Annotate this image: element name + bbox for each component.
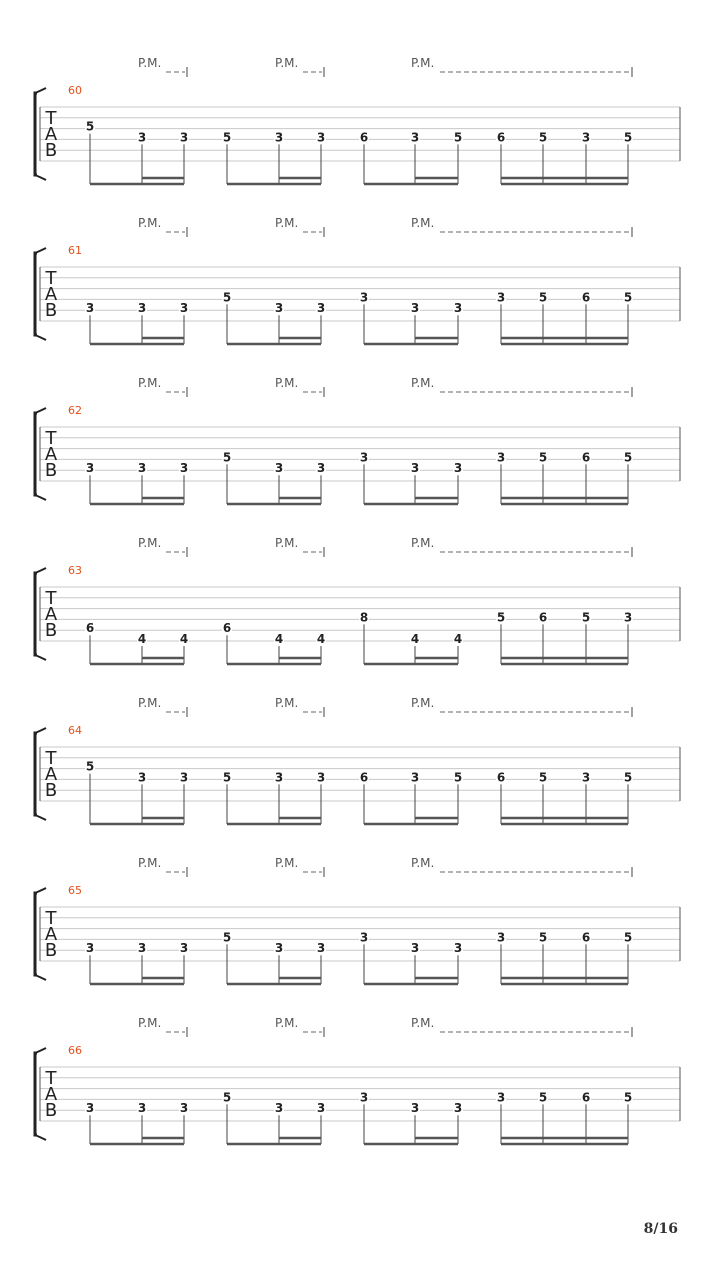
palm-mute-label: P.M. [411, 56, 435, 70]
bracket-top-hook [35, 88, 46, 93]
fret-number: 3 [85, 1101, 95, 1116]
palm-mute-label: P.M. [411, 376, 435, 390]
tab-clef-letter: B [44, 940, 58, 961]
fret-number: 3 [496, 290, 506, 305]
bracket-bottom-hook [35, 815, 46, 820]
tab-clef-letter: T [45, 108, 57, 129]
bracket-top-hook [35, 248, 46, 253]
fret-number: 4 [179, 632, 189, 646]
palm-mute-label: P.M. [138, 536, 162, 550]
fret-number: 3 [179, 770, 189, 785]
tab-clef-letter: A [44, 764, 58, 785]
palm-mute-label: P.M. [138, 216, 162, 230]
measure-number: 65 [68, 884, 82, 897]
fret-number: 6 [359, 130, 369, 145]
fret-number: 5 [581, 610, 591, 625]
tab-clef-letter: A [44, 604, 58, 625]
fret-number: 4 [316, 632, 326, 646]
fret-number: 5 [453, 130, 463, 145]
tab-system [35, 56, 680, 184]
fret-number: 4 [453, 632, 463, 646]
tab-system [35, 536, 680, 664]
fret-number: 6 [581, 450, 591, 465]
fret-number: 6 [496, 130, 506, 145]
fret-number: 6 [496, 770, 506, 785]
palm-mute-label: P.M. [275, 856, 299, 870]
fret-number: 5 [85, 119, 95, 134]
fret-number: 5 [85, 759, 95, 774]
tab-clef-letter: T [45, 1068, 57, 1089]
tab-clef-letter: B [44, 780, 58, 801]
fret-number: 5 [623, 770, 633, 785]
tab-clef-letter: T [45, 908, 57, 929]
fret-number: 3 [316, 130, 326, 145]
fret-number: 3 [137, 941, 147, 956]
fret-number: 6 [581, 290, 591, 305]
fret-number: 3 [410, 461, 420, 476]
fret-number: 3 [274, 130, 284, 145]
fret-number: 5 [623, 130, 633, 145]
fret-number: 5 [538, 930, 548, 945]
system-bracket [35, 413, 37, 495]
palm-mute-label: P.M. [138, 376, 162, 390]
fret-number: 3 [274, 941, 284, 956]
fret-number: 5 [623, 1090, 633, 1105]
bracket-top-hook [35, 888, 46, 893]
tab-clef-letter: A [44, 924, 58, 945]
fret-number: 6 [222, 621, 232, 636]
palm-mute-label: P.M. [411, 216, 435, 230]
tab-clef-letter: A [44, 1084, 58, 1105]
fret-number: 3 [85, 301, 95, 316]
palm-mute-label: P.M. [138, 1016, 162, 1030]
bracket-bottom-hook [35, 495, 46, 500]
fret-number: 3 [359, 930, 369, 945]
fret-number: 3 [179, 461, 189, 476]
fret-number: 5 [222, 770, 232, 785]
fret-number: 5 [538, 130, 548, 145]
fret-number: 3 [316, 461, 326, 476]
fret-number: 8 [359, 610, 369, 625]
fret-number: 3 [359, 450, 369, 465]
fret-number: 3 [410, 770, 420, 785]
fret-number: 5 [222, 450, 232, 465]
palm-mute-label: P.M. [411, 696, 435, 710]
fret-number: 6 [581, 1090, 591, 1105]
tab-clef-letter: B [44, 620, 58, 641]
page-number: 8/16 [643, 1221, 678, 1237]
fret-number: 3 [410, 301, 420, 316]
fret-number: 3 [359, 290, 369, 305]
bracket-top-hook [35, 408, 46, 413]
fret-number: 6 [359, 770, 369, 785]
system-bracket [35, 733, 37, 815]
palm-mute-label: P.M. [138, 856, 162, 870]
fret-number: 3 [623, 610, 633, 625]
tab-clef-letter: A [44, 124, 58, 145]
fret-number: 3 [274, 301, 284, 316]
measure-number: 62 [68, 404, 82, 417]
measure-number: 66 [68, 1044, 82, 1057]
tab-clef-letter: T [45, 588, 57, 609]
palm-mute-label: P.M. [275, 56, 299, 70]
fret-number: 5 [538, 450, 548, 465]
fret-number: 3 [179, 941, 189, 956]
fret-number: 3 [274, 461, 284, 476]
tab-clef-letter: T [45, 268, 57, 289]
palm-mute-label: P.M. [275, 536, 299, 550]
fret-number: 3 [274, 770, 284, 785]
bracket-bottom-hook [35, 175, 46, 180]
fret-number: 5 [496, 610, 506, 625]
fret-number: 3 [85, 461, 95, 476]
fret-number: 3 [453, 941, 463, 956]
palm-mute-label: P.M. [275, 1016, 299, 1030]
bracket-bottom-hook [35, 335, 46, 340]
bracket-top-hook [35, 728, 46, 733]
system-bracket [35, 1053, 37, 1135]
fret-number: 3 [137, 130, 147, 145]
fret-number: 3 [453, 461, 463, 476]
tab-clef-letter: A [44, 444, 58, 465]
bracket-top-hook [35, 1048, 46, 1053]
fret-number: 3 [496, 1090, 506, 1105]
tab-clef-letter: T [45, 428, 57, 449]
system-bracket [35, 573, 37, 655]
palm-mute-label: P.M. [138, 56, 162, 70]
measure-number: 61 [68, 244, 82, 257]
fret-number: 3 [316, 770, 326, 785]
tab-system [35, 376, 680, 504]
fret-number: 3 [137, 770, 147, 785]
tab-system [35, 216, 680, 344]
fret-number: 3 [137, 301, 147, 316]
palm-mute-label: P.M. [411, 856, 435, 870]
fret-number: 5 [623, 930, 633, 945]
tab-clef-letter: T [45, 748, 57, 769]
palm-mute-label: P.M. [275, 216, 299, 230]
tab-clef-letter: B [44, 460, 58, 481]
fret-number: 6 [85, 621, 95, 636]
palm-mute-label: P.M. [275, 376, 299, 390]
fret-number: 4 [410, 632, 420, 646]
tab-system [35, 856, 680, 984]
fret-number: 3 [359, 1090, 369, 1105]
fret-number: 3 [581, 130, 591, 145]
palm-mute-label: P.M. [138, 696, 162, 710]
fret-number: 4 [274, 632, 284, 646]
palm-mute-label: P.M. [411, 1016, 435, 1030]
fret-number: 3 [496, 930, 506, 945]
fret-number: 3 [179, 301, 189, 316]
fret-number: 5 [538, 1090, 548, 1105]
fret-number: 5 [538, 290, 548, 305]
fret-number: 5 [222, 1090, 232, 1105]
fret-number: 3 [316, 301, 326, 316]
fret-number: 3 [453, 1101, 463, 1116]
system-bracket [35, 93, 37, 175]
tab-clef-letter: B [44, 140, 58, 161]
fret-number: 6 [581, 930, 591, 945]
palm-mute-label: P.M. [275, 696, 299, 710]
tab-clef-letter: B [44, 1100, 58, 1121]
fret-number: 3 [179, 1101, 189, 1116]
system-bracket [35, 893, 37, 975]
bracket-bottom-hook [35, 975, 46, 980]
fret-number: 3 [274, 1101, 284, 1116]
palm-mute-label: P.M. [411, 536, 435, 550]
fret-number: 5 [222, 290, 232, 305]
fret-number: 3 [453, 301, 463, 316]
fret-number: 5 [222, 130, 232, 145]
measure-number: 60 [68, 84, 82, 97]
bracket-top-hook [35, 568, 46, 573]
fret-number: 3 [85, 941, 95, 956]
fret-number: 5 [623, 450, 633, 465]
fret-number: 3 [179, 130, 189, 145]
fret-number: 3 [581, 770, 591, 785]
system-bracket [35, 253, 37, 335]
fret-number: 3 [496, 450, 506, 465]
fret-number: 3 [410, 1101, 420, 1116]
measure-number: 63 [68, 564, 82, 577]
fret-number: 6 [538, 610, 548, 625]
fret-number: 3 [316, 1101, 326, 1116]
tab-clef-letter: B [44, 300, 58, 321]
fret-number: 3 [316, 941, 326, 956]
fret-number: 5 [538, 770, 548, 785]
fret-number: 3 [410, 130, 420, 145]
fret-number: 4 [137, 632, 147, 646]
fret-number: 3 [137, 461, 147, 476]
fret-number: 5 [623, 290, 633, 305]
fret-number: 3 [137, 1101, 147, 1116]
bracket-bottom-hook [35, 655, 46, 660]
fret-number: 5 [222, 930, 232, 945]
fret-number: 3 [410, 941, 420, 956]
tab-system [35, 696, 680, 824]
measure-number: 64 [68, 724, 82, 737]
tab-system [35, 1016, 680, 1144]
tab-clef-letter: A [44, 284, 58, 305]
fret-number: 5 [453, 770, 463, 785]
bracket-bottom-hook [35, 1135, 46, 1140]
